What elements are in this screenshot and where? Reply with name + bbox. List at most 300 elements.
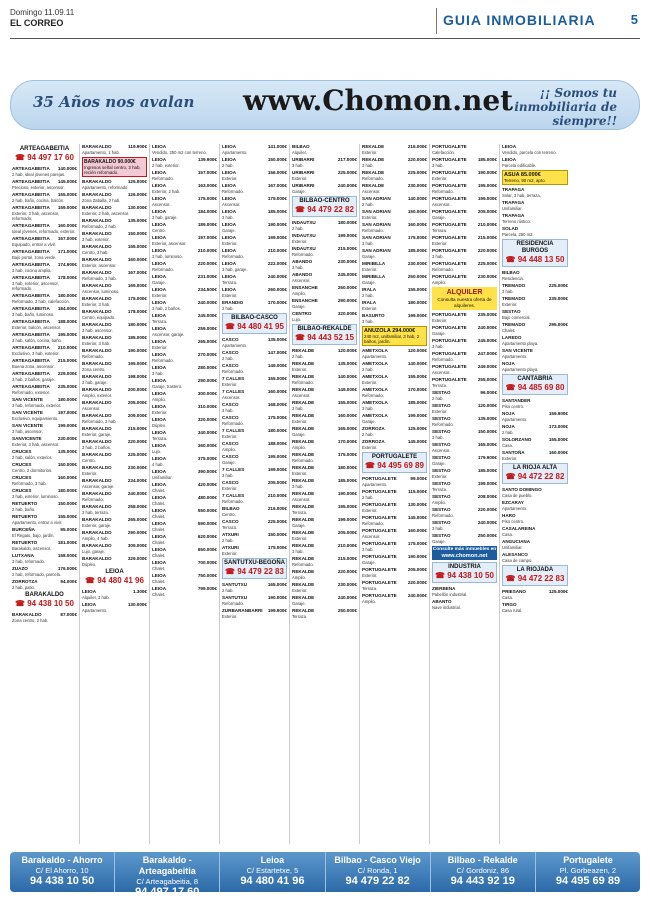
listing-price: 185.000€	[127, 335, 147, 340]
listing-item[interactable]	[362, 222, 427, 233]
listing-item[interactable]	[222, 545, 287, 556]
listing-item[interactable]	[502, 226, 568, 237]
listing-item[interactable]	[82, 478, 147, 489]
listing-item[interactable]	[152, 404, 217, 415]
listing-item[interactable]	[82, 400, 147, 411]
listing-item[interactable]	[82, 179, 147, 190]
listing-item[interactable]	[152, 352, 217, 363]
featured-listing[interactable]	[82, 157, 147, 177]
office-phone[interactable]: ☎ 94 480 41 96	[85, 576, 144, 585]
listing-item[interactable]	[362, 502, 427, 513]
listing-item[interactable]	[12, 475, 77, 486]
listing-item[interactable]	[362, 170, 427, 181]
office-phone[interactable]: ☎ 94 479 22 82	[295, 205, 354, 214]
listing-item[interactable]	[292, 582, 357, 593]
listing-item[interactable]	[82, 205, 147, 216]
listing-item[interactable]	[152, 521, 217, 532]
listing-item[interactable]	[362, 515, 427, 526]
listing-item[interactable]	[222, 287, 287, 298]
listing-item[interactable]	[292, 285, 357, 296]
listing-item[interactable]	[12, 449, 77, 460]
listing-item[interactable]	[82, 556, 147, 567]
listing-item[interactable]	[222, 274, 287, 285]
listing-item[interactable]	[502, 187, 568, 198]
listing-item[interactable]	[292, 259, 357, 270]
listing-item[interactable]	[362, 287, 427, 298]
listing-item[interactable]	[152, 534, 217, 545]
listing-item[interactable]	[432, 222, 497, 233]
listing-item[interactable]	[222, 506, 287, 517]
listing-item[interactable]	[502, 552, 568, 563]
listing-item[interactable]	[292, 311, 357, 322]
listing-item[interactable]	[12, 462, 77, 473]
listing-item[interactable]	[222, 595, 287, 606]
listing-item[interactable]	[502, 361, 568, 372]
listing-item[interactable]	[12, 275, 77, 291]
listing-item[interactable]	[362, 489, 427, 500]
listing-item[interactable]	[152, 209, 217, 220]
listing-item[interactable]	[222, 350, 287, 361]
listing-item[interactable]	[362, 157, 427, 168]
listing-item[interactable]	[12, 527, 77, 538]
listing-item[interactable]	[502, 539, 568, 550]
office-phone[interactable]: ☎ 94 438 10 50	[435, 571, 494, 580]
listing-item[interactable]	[222, 402, 287, 413]
listing-item[interactable]	[432, 507, 497, 518]
listing-location: RETUERTO	[12, 514, 38, 519]
footer-office-phone[interactable]: 94 497 17 60	[135, 886, 200, 898]
listing-item[interactable]	[152, 287, 217, 298]
listing-location: SESTAO	[432, 494, 451, 499]
listing-item[interactable]	[502, 589, 568, 600]
listing-item[interactable]	[432, 196, 497, 207]
listing-item[interactable]	[432, 455, 497, 466]
listing-item[interactable]	[502, 335, 568, 346]
listing-item[interactable]	[82, 465, 147, 476]
listing-item[interactable]	[362, 274, 427, 285]
listing-item[interactable]	[82, 296, 147, 307]
listing-item[interactable]	[82, 602, 147, 613]
listing-item[interactable]	[502, 450, 568, 461]
listing-item[interactable]	[12, 166, 77, 177]
listing-item[interactable]	[292, 233, 357, 244]
listing-item[interactable]	[152, 274, 217, 285]
listing-item[interactable]	[152, 508, 217, 519]
listing-item[interactable]	[82, 491, 147, 502]
listing-item[interactable]	[12, 192, 77, 203]
listing-item[interactable]	[502, 398, 568, 409]
listing-item[interactable]	[82, 504, 147, 515]
listing-item[interactable]	[12, 436, 77, 447]
listing-item[interactable]	[292, 569, 357, 580]
listing-item[interactable]	[12, 306, 77, 317]
listing-item[interactable]	[12, 410, 77, 421]
listing-item[interactable]	[502, 322, 568, 333]
rental-description: Consulta nuestra oferta de alquileres.	[437, 297, 492, 308]
footer-office-phone[interactable]: 94 480 41 96	[240, 875, 305, 887]
listing-item[interactable]	[222, 454, 287, 465]
listing-item[interactable]	[12, 249, 77, 260]
listing-item[interactable]	[362, 261, 427, 272]
listing-item[interactable]	[222, 493, 287, 504]
listing-item[interactable]	[12, 332, 77, 343]
listing-item[interactable]	[222, 363, 287, 374]
listing-item[interactable]	[82, 413, 147, 424]
listing-item[interactable]	[152, 417, 217, 428]
listing-item[interactable]	[292, 439, 357, 450]
listing-item[interactable]	[152, 430, 217, 441]
listing-item[interactable]	[432, 261, 497, 272]
listing-item[interactable]	[292, 361, 357, 372]
listing-item[interactable]	[292, 157, 357, 168]
listing-item[interactable]	[292, 170, 357, 181]
listing-item[interactable]	[222, 467, 287, 478]
office-phone[interactable]: ☎ 94 472 22 82	[505, 472, 565, 481]
listing-item[interactable]	[432, 481, 497, 492]
listing-item[interactable]	[362, 528, 427, 539]
listing-item[interactable]	[432, 157, 497, 168]
listing-item[interactable]	[12, 223, 77, 234]
listing-item[interactable]	[222, 415, 287, 426]
listing-item[interactable]	[82, 439, 147, 450]
listing-item[interactable]	[292, 144, 357, 155]
listing-item[interactable]	[222, 196, 287, 207]
listing-item[interactable]	[292, 246, 357, 257]
listing-item[interactable]	[222, 519, 287, 530]
listing-item[interactable]	[12, 423, 77, 434]
listing-item[interactable]	[222, 261, 287, 272]
listing-location: LEIOA	[222, 274, 237, 279]
listing-location: PORTUGALETE	[432, 183, 467, 188]
listing-item[interactable]	[502, 144, 568, 155]
listing-item[interactable]	[82, 192, 147, 203]
listing-item[interactable]	[12, 579, 77, 590]
listing-item[interactable]	[362, 196, 427, 207]
listing-location: LEIOA	[222, 196, 237, 201]
listing-item[interactable]	[362, 374, 427, 385]
listing-item[interactable]	[502, 296, 568, 307]
listing-item[interactable]	[222, 480, 287, 491]
listing-price: 179.900€	[477, 455, 497, 460]
listing-item[interactable]	[12, 345, 77, 356]
listing-item[interactable]	[502, 500, 568, 511]
listing-item[interactable]	[12, 397, 77, 408]
listing-item[interactable]	[82, 309, 147, 320]
listing-item[interactable]	[82, 270, 147, 281]
listing-item[interactable]	[292, 608, 357, 619]
listing-item[interactable]	[222, 248, 287, 259]
listing-item[interactable]	[152, 547, 217, 558]
office-phone[interactable]: ☎ 94 472 22 83	[505, 574, 565, 583]
listing-item[interactable]	[222, 389, 287, 400]
listing-item[interactable]	[12, 319, 77, 330]
listing-item[interactable]	[152, 261, 217, 272]
listing-item[interactable]	[432, 533, 497, 544]
listing-item[interactable]	[292, 220, 357, 231]
footer-office-phone[interactable]: 94 443 92 19	[450, 875, 515, 887]
footer-office-phone[interactable]: 94 495 69 89	[555, 875, 621, 887]
listing-item[interactable]	[152, 183, 217, 194]
listing-item[interactable]	[502, 348, 568, 359]
listing-item[interactable]	[12, 358, 77, 369]
listing-item[interactable]	[12, 553, 77, 564]
listing-item[interactable]	[292, 595, 357, 606]
listing-item[interactable]	[12, 236, 77, 247]
listing-item[interactable]	[222, 170, 287, 181]
listing-item[interactable]	[82, 231, 147, 242]
listing-description: 2 hab.	[222, 163, 234, 168]
listing-item[interactable]	[502, 424, 568, 435]
listing-item[interactable]	[362, 554, 427, 565]
listing-item[interactable]	[12, 514, 77, 525]
listing-item[interactable]	[502, 513, 568, 524]
listing-item[interactable]	[292, 426, 357, 437]
listing-item[interactable]	[362, 361, 427, 372]
listing-item[interactable]	[12, 179, 77, 190]
promo-listing[interactable]	[502, 170, 568, 185]
listing-item[interactable]	[152, 378, 217, 389]
office-phone[interactable]: ☎ 94 480 41 95	[225, 322, 284, 331]
listing-item[interactable]	[432, 235, 497, 246]
listing-item[interactable]	[82, 530, 147, 541]
listing-item[interactable]	[432, 274, 497, 285]
listing-item[interactable]	[152, 196, 217, 207]
listing-item[interactable]	[502, 283, 568, 294]
listing-item[interactable]	[152, 365, 217, 376]
listing-item[interactable]	[82, 374, 147, 385]
listing-location: SESTAO	[432, 429, 451, 434]
office-phone[interactable]: ☎ 94 448 13 50	[505, 255, 565, 264]
listing-item[interactable]	[12, 501, 77, 512]
listing-item[interactable]	[152, 144, 217, 155]
listing-item[interactable]	[432, 586, 497, 597]
website-box[interactable]	[432, 546, 497, 560]
listing-item[interactable]	[222, 582, 287, 593]
listing-item[interactable]	[362, 567, 427, 578]
listing-item[interactable]	[152, 248, 217, 259]
listing-item[interactable]	[152, 157, 217, 168]
listing-item[interactable]	[152, 235, 217, 246]
listing-item[interactable]	[12, 566, 77, 577]
listing-item[interactable]	[292, 478, 357, 489]
listing-item[interactable]	[82, 543, 147, 554]
listing-item[interactable]	[432, 416, 497, 427]
listing-item[interactable]	[432, 494, 497, 505]
listing-item[interactable]	[362, 541, 427, 552]
office-phone[interactable]: ☎ 94 443 52 15	[295, 333, 354, 342]
listing-item[interactable]	[82, 361, 147, 372]
listing-item[interactable]	[502, 157, 568, 168]
listing-item[interactable]	[362, 439, 427, 450]
listing-item[interactable]	[502, 200, 568, 211]
listing-item[interactable]	[12, 262, 77, 273]
listing-item[interactable]	[362, 426, 427, 437]
listing-item[interactable]	[222, 235, 287, 246]
listing-location: IRALA	[362, 300, 377, 305]
listing-item[interactable]	[362, 476, 427, 487]
listing-item[interactable]	[432, 520, 497, 531]
listing-item[interactable]	[432, 209, 497, 220]
listing-item[interactable]	[292, 452, 357, 463]
listing-item[interactable]	[292, 517, 357, 528]
listing-item[interactable]	[362, 183, 427, 194]
listing-item[interactable]	[432, 442, 497, 453]
listing-item[interactable]	[12, 540, 77, 551]
listing-item[interactable]	[82, 144, 147, 155]
listing-item[interactable]	[502, 213, 568, 224]
listing-item[interactable]	[152, 560, 217, 571]
listing-item[interactable]	[502, 487, 568, 498]
listing-item[interactable]	[152, 391, 217, 402]
listing-item[interactable]	[222, 441, 287, 452]
listing-item[interactable]	[362, 348, 427, 359]
listing-price: 180.000€	[57, 293, 77, 298]
listing-item[interactable]	[82, 322, 147, 333]
office-phone[interactable]: ☎ 94 479 22 83	[225, 567, 284, 576]
listing-item[interactable]	[222, 428, 287, 439]
listing-item[interactable]	[82, 218, 147, 229]
office-phone[interactable]: ☎ 94 495 69 89	[365, 461, 424, 470]
listing-item[interactable]	[432, 429, 497, 440]
listing-item[interactable]	[432, 144, 497, 155]
listing-item[interactable]	[292, 272, 357, 283]
listing-item[interactable]	[362, 593, 427, 604]
listing-item[interactable]	[502, 526, 568, 537]
listing-item[interactable]	[292, 530, 357, 541]
listing-item[interactable]	[292, 400, 357, 411]
listing-item[interactable]	[12, 205, 77, 221]
listing-item[interactable]	[12, 612, 77, 623]
listing-item[interactable]	[222, 222, 287, 233]
listing-item[interactable]	[432, 468, 497, 479]
listing-item[interactable]	[432, 377, 497, 388]
listing-item[interactable]	[502, 602, 568, 613]
listing-item[interactable]	[222, 337, 287, 348]
listing-item[interactable]	[82, 283, 147, 294]
listing-item[interactable]	[222, 532, 287, 543]
listing-item[interactable]	[502, 270, 568, 281]
listing-item[interactable]	[152, 482, 217, 493]
listing-item[interactable]	[502, 309, 568, 320]
listing-location: BARAKALDO	[82, 556, 112, 561]
listing-item[interactable]	[82, 335, 147, 346]
listing-item[interactable]	[432, 312, 497, 323]
listing-item[interactable]	[152, 573, 217, 584]
listing-item[interactable]	[292, 387, 357, 398]
listing-item[interactable]	[12, 293, 77, 304]
listing-item[interactable]	[362, 209, 427, 220]
listing-item[interactable]	[152, 170, 217, 181]
listing-item[interactable]	[222, 183, 287, 194]
listing-item[interactable]	[152, 300, 217, 311]
footer-office-phone[interactable]: 94 479 22 82	[345, 875, 410, 887]
listing-item[interactable]	[432, 338, 497, 349]
website-url[interactable]: www.chomon.net	[441, 553, 488, 559]
listing-item[interactable]	[362, 313, 427, 324]
listing-item[interactable]	[222, 209, 287, 220]
listing-item[interactable]	[362, 413, 427, 424]
listing-item[interactable]	[292, 348, 357, 359]
listing-item[interactable]	[502, 411, 568, 422]
listing-description: 2 hab.	[222, 588, 234, 593]
office-phone[interactable]: ☎ 94 438 10 50	[15, 599, 74, 608]
listing-item[interactable]	[292, 413, 357, 424]
listing-item[interactable]	[82, 452, 147, 463]
listing-item[interactable]	[292, 183, 357, 194]
listing-item[interactable]	[432, 248, 497, 259]
rental-box[interactable]	[432, 287, 497, 310]
listing-item[interactable]	[12, 384, 77, 395]
listing-item[interactable]	[362, 248, 427, 259]
office-heading	[82, 569, 147, 586]
listing-item[interactable]	[152, 313, 217, 324]
listing-item[interactable]	[432, 599, 497, 610]
listing-item[interactable]	[152, 456, 217, 467]
listing-item[interactable]	[432, 183, 497, 194]
listing-item[interactable]	[362, 400, 427, 411]
listing-item[interactable]	[362, 235, 427, 246]
listing-item[interactable]	[362, 580, 427, 591]
listing-item[interactable]	[292, 465, 357, 476]
listing-item[interactable]	[12, 488, 77, 499]
listing-item[interactable]	[432, 390, 497, 401]
listing-item[interactable]	[432, 325, 497, 336]
listing-item[interactable]	[82, 589, 147, 600]
listing-item[interactable]	[292, 556, 357, 567]
promo-listing[interactable]	[362, 326, 427, 346]
listing-item[interactable]	[432, 351, 497, 362]
listing-item[interactable]	[152, 326, 217, 337]
listing-item[interactable]	[362, 387, 427, 398]
listing-item[interactable]	[362, 144, 427, 155]
listing-item[interactable]	[152, 443, 217, 454]
listing-item[interactable]	[152, 222, 217, 233]
listing-item[interactable]	[222, 608, 287, 619]
office-phone[interactable]: ☎ 94 497 17 60	[15, 153, 74, 162]
footer-office-phone[interactable]: 94 438 10 50	[29, 875, 95, 887]
listing-item[interactable]	[82, 426, 147, 437]
listing-description: Lujo, garaje.	[82, 549, 106, 554]
office-phone[interactable]: ☎ 94 485 69 80	[505, 383, 565, 392]
listing-item[interactable]	[292, 543, 357, 554]
listing-item[interactable]	[222, 144, 287, 155]
listing-item[interactable]	[292, 491, 357, 502]
listing-item[interactable]	[152, 469, 217, 480]
listing-item[interactable]	[292, 374, 357, 385]
listing-item[interactable]	[82, 257, 147, 268]
listing-item[interactable]	[292, 298, 357, 309]
listing-item[interactable]	[12, 371, 77, 382]
listing-item[interactable]	[82, 348, 147, 359]
listing-item[interactable]	[292, 504, 357, 515]
listing-item[interactable]	[82, 517, 147, 528]
listing-item[interactable]	[502, 437, 568, 448]
listing-price: 135.000€	[477, 416, 497, 421]
listing-item[interactable]	[152, 586, 217, 597]
listing-item[interactable]	[362, 300, 427, 311]
listing-item[interactable]	[432, 364, 497, 375]
listing-item[interactable]	[432, 403, 497, 414]
listing-item[interactable]	[82, 387, 147, 398]
banner-url[interactable]: www.Chomon.net	[243, 84, 514, 117]
listing-item[interactable]	[152, 339, 217, 350]
listing-item[interactable]	[82, 244, 147, 255]
listing-item[interactable]	[222, 300, 287, 311]
listing-item[interactable]	[152, 495, 217, 506]
listing-item[interactable]	[222, 376, 287, 387]
listing-item[interactable]	[432, 170, 497, 181]
listing-item[interactable]	[222, 157, 287, 168]
